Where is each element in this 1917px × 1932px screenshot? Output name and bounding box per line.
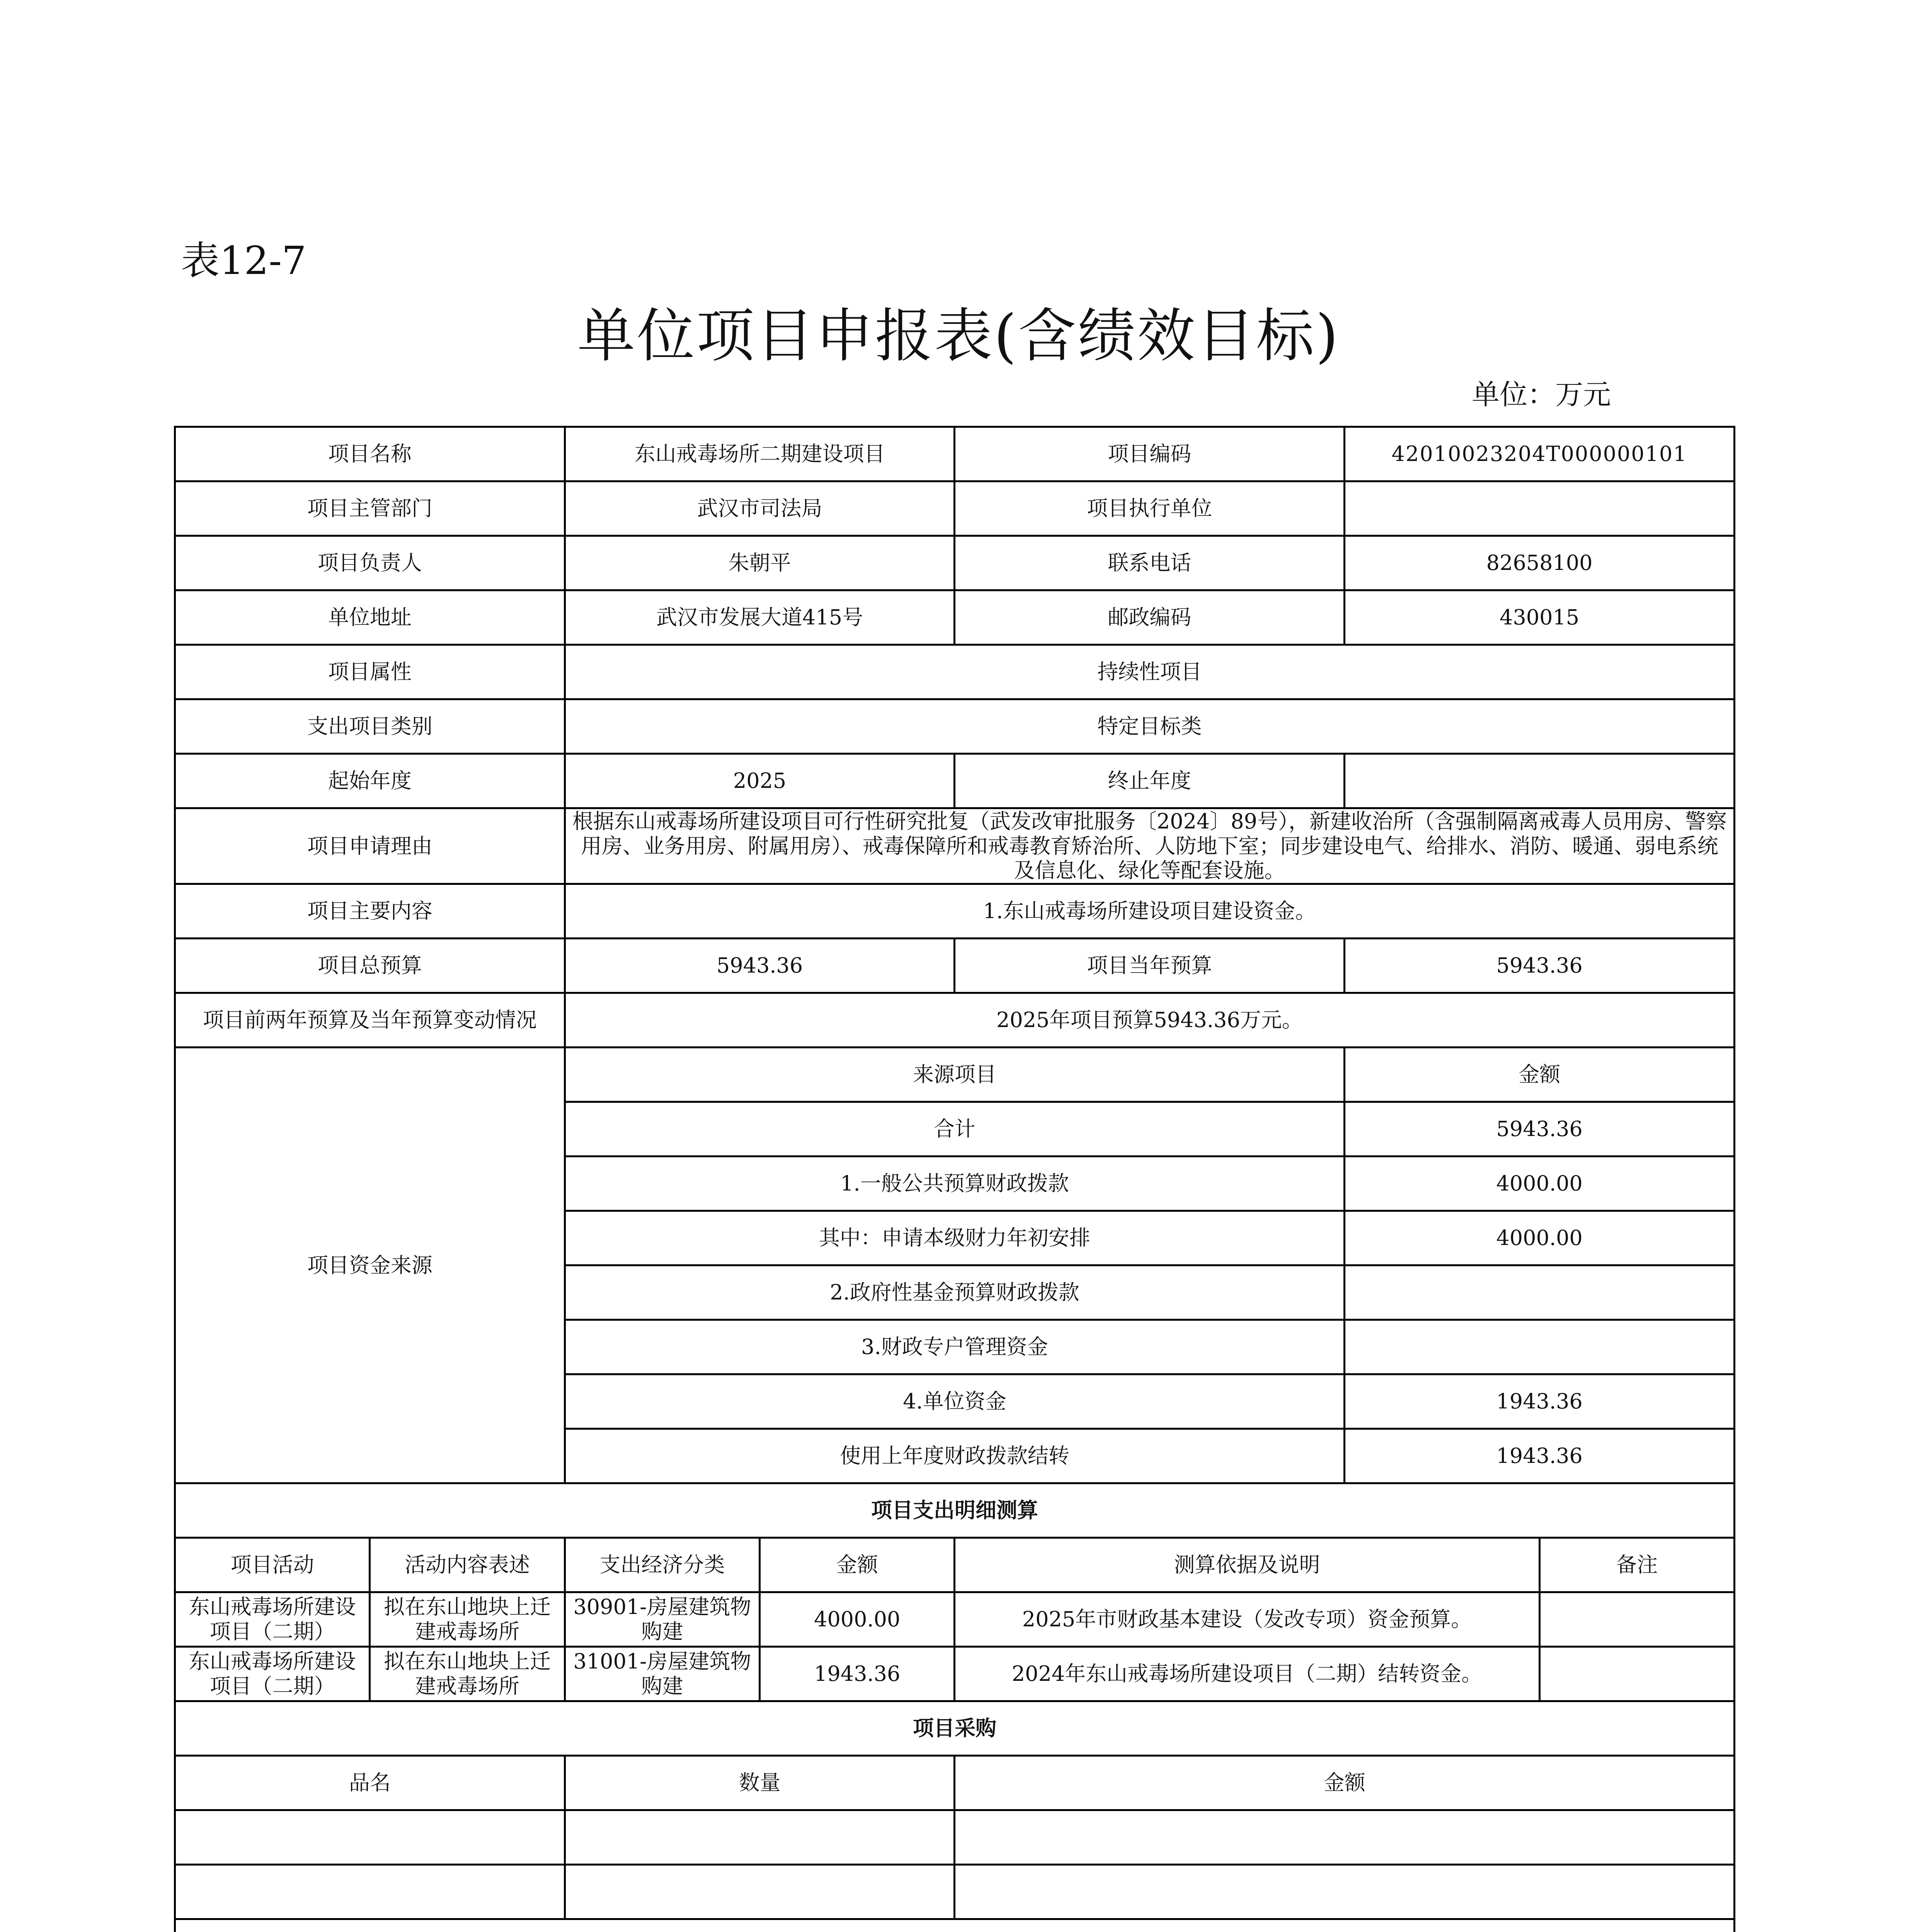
head-econ-class: 支出经济分类 (565, 1538, 759, 1592)
expense-econ: 31001-房屋建筑物购建 (565, 1647, 759, 1701)
table-row (175, 1592, 1735, 1647)
expense-activity: 东山戒毒场所建设项目（二期） (175, 1647, 370, 1701)
table-row (175, 1647, 1735, 1701)
page-title: 单位项目申报表(含绩效目标) (577, 303, 1340, 370)
section-procurement: 项目采购 (175, 1701, 1735, 1756)
head-note: 备注 (1539, 1538, 1734, 1592)
head-amount: 金额 (760, 1538, 955, 1592)
funding-source: 2.政府性基金预算财政拨款 (565, 1265, 1344, 1320)
procurement-amount (955, 1865, 1735, 1919)
value-year-budget: 5943.36 (1345, 939, 1735, 993)
row-budget-change (175, 993, 1735, 1048)
table-row (175, 1865, 1735, 1919)
head-activity-desc: 活动内容表述 (370, 1538, 565, 1592)
row-expense-header (175, 1538, 1735, 1592)
label-phone: 联系电话 (955, 536, 1345, 590)
head-procurement-amount: 金额 (955, 1756, 1735, 1810)
value-start-year: 2025 (565, 754, 955, 808)
row-performance-section (175, 1919, 1735, 1932)
funding-amount: 4000.00 (1345, 1156, 1735, 1211)
expense-amount: 1943.36 (760, 1647, 955, 1701)
value-address: 武汉市发展大道415号 (565, 590, 955, 645)
head-quantity: 数量 (565, 1756, 955, 1810)
row-attribute (175, 645, 1735, 699)
funding-source: 其中：申请本级财力年初安排 (565, 1211, 1344, 1265)
label-start-year: 起始年度 (175, 754, 565, 808)
value-project-name: 东山戒毒场所二期建设项目 (565, 427, 955, 481)
expense-desc: 拟在东山地块上迁建戒毒场所 (370, 1647, 565, 1701)
expense-note (1539, 1647, 1734, 1701)
head-source-item: 来源项目 (565, 1048, 1344, 1102)
funding-source: 使用上年度财政拨款结转 (565, 1429, 1344, 1483)
funding-amount: 4000.00 (1345, 1211, 1735, 1265)
expense-basis: 2025年市财政基本建设（发改专项）资金预算。 (955, 1592, 1539, 1647)
label-budget-change: 项目前两年预算及当年预算变动情况 (175, 993, 565, 1048)
project-application-table (174, 426, 1735, 1932)
funding-amount: 1943.36 (1345, 1429, 1735, 1483)
label-executing-unit: 项目执行单位 (955, 481, 1345, 536)
funding-amount (1345, 1265, 1735, 1320)
row-total-budget (175, 939, 1735, 993)
expense-basis: 2024年东山戒毒场所建设项目（二期）结转资金。 (955, 1647, 1539, 1701)
row-funding-header (175, 1048, 1735, 1102)
label-attribute: 项目属性 (175, 645, 565, 699)
label-main-content: 项目主要内容 (175, 884, 565, 939)
row-leader (175, 536, 1735, 590)
row-procurement-section (175, 1701, 1735, 1756)
expense-note (1539, 1592, 1734, 1647)
funding-source: 4.单位资金 (565, 1374, 1344, 1429)
section-performance-goal (175, 1919, 1735, 1932)
expense-econ: 30901-房屋建筑物购建 (565, 1592, 759, 1647)
value-phone: 82658100 (1345, 536, 1735, 590)
value-main-content: 1.东山戒毒场所建设项目建设资金。 (565, 884, 1734, 939)
funding-source: 3.财政专户管理资金 (565, 1320, 1344, 1374)
value-executing-unit (1345, 481, 1735, 536)
procurement-qty (565, 1865, 955, 1919)
expense-amount: 4000.00 (760, 1592, 955, 1647)
head-source-amount: 金额 (1345, 1048, 1735, 1102)
funding-source: 合计 (565, 1102, 1344, 1156)
row-department (175, 481, 1735, 536)
value-budget-change: 2025年项目预算5943.36万元。 (565, 993, 1734, 1048)
value-reason: 根据东山戒毒场所建设项目可行性研究批复（武发改审批服务〔2024〕89号），新建收治所（含强制隔离戒毒人员用房、警察用房、业务用房、附属用房）、戒毒保障所和戒毒教育矫治所、人防地下室；同步建设电气、给排水、消防、暖通、弱电系统及信息化、绿化等配套设施。 (565, 808, 1734, 884)
value-attribute: 持续性项目 (565, 645, 1734, 699)
label-total-budget: 项目总预算 (175, 939, 565, 993)
table-number: 表12-7 (181, 238, 306, 283)
value-end-year (1345, 754, 1735, 808)
row-project-name (175, 427, 1735, 481)
label-year-budget: 项目当年预算 (955, 939, 1345, 993)
label-leader: 项目负责人 (175, 536, 565, 590)
procurement-qty (565, 1810, 955, 1865)
value-leader: 朱朝平 (565, 536, 955, 590)
funding-amount: 1943.36 (1345, 1374, 1735, 1429)
head-basis: 测算依据及说明 (955, 1538, 1539, 1592)
value-total-budget: 5943.36 (565, 939, 955, 993)
expense-activity: 东山戒毒场所建设项目（二期） (175, 1592, 370, 1647)
value-category: 特定目标类 (565, 699, 1734, 754)
label-project-code: 项目编码 (955, 427, 1345, 481)
table-row (175, 1810, 1735, 1865)
row-main-content (175, 884, 1735, 939)
label-funding-source: 项目资金来源 (175, 1048, 565, 1483)
procurement-name (175, 1865, 565, 1919)
funding-amount (1345, 1320, 1735, 1374)
label-project-name: 项目名称 (175, 427, 565, 481)
label-category: 支出项目类别 (175, 699, 565, 754)
funding-source: 1.一般公共预算财政拨款 (565, 1156, 1344, 1211)
funding-amount: 5943.36 (1345, 1102, 1735, 1156)
head-activity: 项目活动 (175, 1538, 370, 1592)
unit-note: 单位：万元 (1472, 378, 1611, 411)
value-project-code: 42010023204T000000101 (1345, 427, 1735, 481)
label-department: 项目主管部门 (175, 481, 565, 536)
section-expense-detail: 项目支出明细测算 (175, 1483, 1735, 1538)
label-address: 单位地址 (175, 590, 565, 645)
value-department: 武汉市司法局 (565, 481, 955, 536)
head-item-name: 品名 (175, 1756, 565, 1810)
expense-desc: 拟在东山地块上迁建戒毒场所 (370, 1592, 565, 1647)
row-years (175, 754, 1735, 808)
label-reason: 项目申请理由 (175, 808, 565, 884)
label-zip: 邮政编码 (955, 590, 1345, 645)
label-end-year: 终止年度 (955, 754, 1345, 808)
row-reason (175, 808, 1735, 884)
value-zip: 430015 (1345, 590, 1735, 645)
row-procurement-header (175, 1756, 1735, 1810)
row-address (175, 590, 1735, 645)
procurement-name (175, 1810, 565, 1865)
procurement-amount (955, 1810, 1735, 1865)
row-expense-section (175, 1483, 1735, 1538)
row-category (175, 699, 1735, 754)
